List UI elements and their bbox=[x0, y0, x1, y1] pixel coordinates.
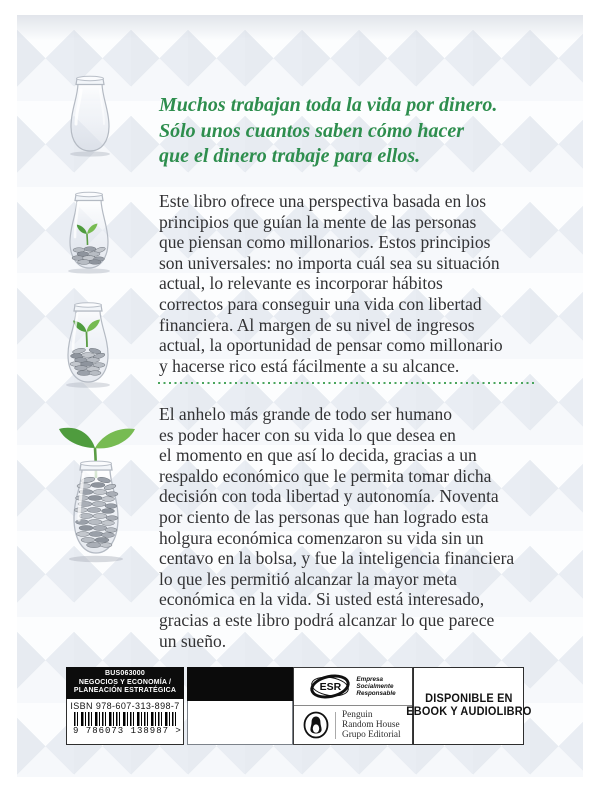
text-line: Este libro ofrece una perspectiva basada en los bbox=[159, 191, 487, 211]
availability-line: DISPONIBLE EN bbox=[424, 692, 513, 705]
tagline-line: Muchos trabajan toda la vida por dinero. bbox=[159, 94, 498, 116]
description-paragraph-2 bbox=[159, 404, 587, 651]
availability-label bbox=[406, 693, 531, 720]
publisher-name bbox=[342, 710, 401, 741]
imprint-section bbox=[187, 667, 293, 745]
esr-abbr: ESR bbox=[319, 680, 342, 693]
category-line: NEGOCIOS Y ECONOMÍA / bbox=[78, 678, 172, 686]
logos-section bbox=[293, 667, 413, 745]
tagline-line: Sólo unos cuantos saben cómo hacer bbox=[159, 119, 465, 142]
dotted-divider bbox=[158, 382, 535, 384]
text-line: el momento en que así lo decida, gracias a un bbox=[159, 445, 477, 466]
tagline bbox=[159, 93, 579, 170]
category-line: BUS063000 bbox=[105, 670, 145, 678]
text-line: es poder hacer con su vida lo que desea en bbox=[159, 424, 456, 445]
isbn-barcode-box bbox=[66, 699, 184, 745]
text-line: decisión con toda libertad y autonomía. Noventa bbox=[159, 486, 499, 507]
footer-bar bbox=[66, 667, 532, 745]
esr-certification bbox=[294, 668, 412, 706]
barcode-digits: 9 786073 138987 > bbox=[73, 726, 182, 736]
text-line: actual, lo relevante es incorporar hábitos bbox=[159, 273, 443, 294]
availability-line: EBOOK Y AUDIOLIBRO bbox=[405, 706, 532, 718]
imprint-black-box bbox=[187, 667, 293, 701]
esr-logo-icon bbox=[310, 675, 350, 698]
publisher bbox=[294, 706, 412, 744]
text-line: económica en la vida. Si usted está interesado, bbox=[159, 589, 485, 610]
glass-jar-half-coins-sprout-icon bbox=[57, 299, 119, 389]
text-line: por ciento de las personas que han logrado esta bbox=[159, 506, 489, 527]
category-isbn-section bbox=[66, 667, 184, 745]
publisher-name-line: Random House bbox=[342, 719, 400, 730]
text-line: El anhelo más grande de todo ser humano bbox=[159, 404, 453, 424]
text-line: y hacerse rico está fácilmente a su alcance. bbox=[159, 355, 460, 376]
text-line: gracias a este libro podrá alcanzar lo que parece bbox=[159, 609, 495, 630]
description-paragraph-1 bbox=[159, 191, 587, 376]
esr-label-line: Empresa bbox=[356, 675, 383, 683]
imprint-white-box bbox=[187, 701, 293, 745]
availability-box bbox=[405, 667, 532, 745]
text-line: principios que guían la mente de las personas bbox=[159, 211, 477, 232]
esr-label-line: Responsable bbox=[356, 690, 396, 698]
text-line: financiera. Al margen de su nivel de ingresos bbox=[159, 314, 475, 335]
esr-label-line: Socialmente bbox=[356, 682, 394, 690]
text-line: son universales: no importa cuál sea su situación bbox=[159, 252, 500, 273]
tagline-line: que el dinero trabaje para ellos. bbox=[159, 145, 421, 167]
glass-jar-empty-icon bbox=[62, 74, 118, 158]
text-line: un sueño. bbox=[159, 630, 227, 651]
publisher-name-line: Penguin bbox=[342, 709, 373, 720]
text-line: que piensan como millonarios. Estos principios bbox=[159, 232, 491, 253]
esr-label bbox=[356, 676, 395, 698]
text-line: respaldo económico que le permita tomar dicha bbox=[159, 465, 492, 486]
isbn-label: ISBN 978-607-313-898-7 bbox=[70, 701, 180, 711]
text-line: correctos para conseguir una vida con libertad bbox=[159, 293, 482, 314]
glass-jar-few-coins-sprout-icon bbox=[60, 189, 118, 275]
text-line: centavo en la bolsa, y fue la inteligencia financiera bbox=[159, 548, 515, 569]
category-box bbox=[66, 667, 184, 699]
category-line: PLANEACIÓN ESTRATÉGICA bbox=[73, 687, 177, 695]
publisher-name-line: Grupo Editorial bbox=[342, 730, 401, 741]
cover-background bbox=[17, 15, 583, 777]
text-line: actual, la oportunidad de pensar como millonario bbox=[159, 335, 503, 356]
text-line: lo que les permitió alcanzar la mayor meta bbox=[159, 568, 457, 589]
penguin-logo-icon bbox=[303, 711, 329, 739]
publisher-divider bbox=[335, 712, 336, 739]
glass-jar-full-coins-plant-icon bbox=[52, 408, 140, 564]
text-line: holgura económica comenzaron su vida sin un bbox=[159, 527, 484, 548]
